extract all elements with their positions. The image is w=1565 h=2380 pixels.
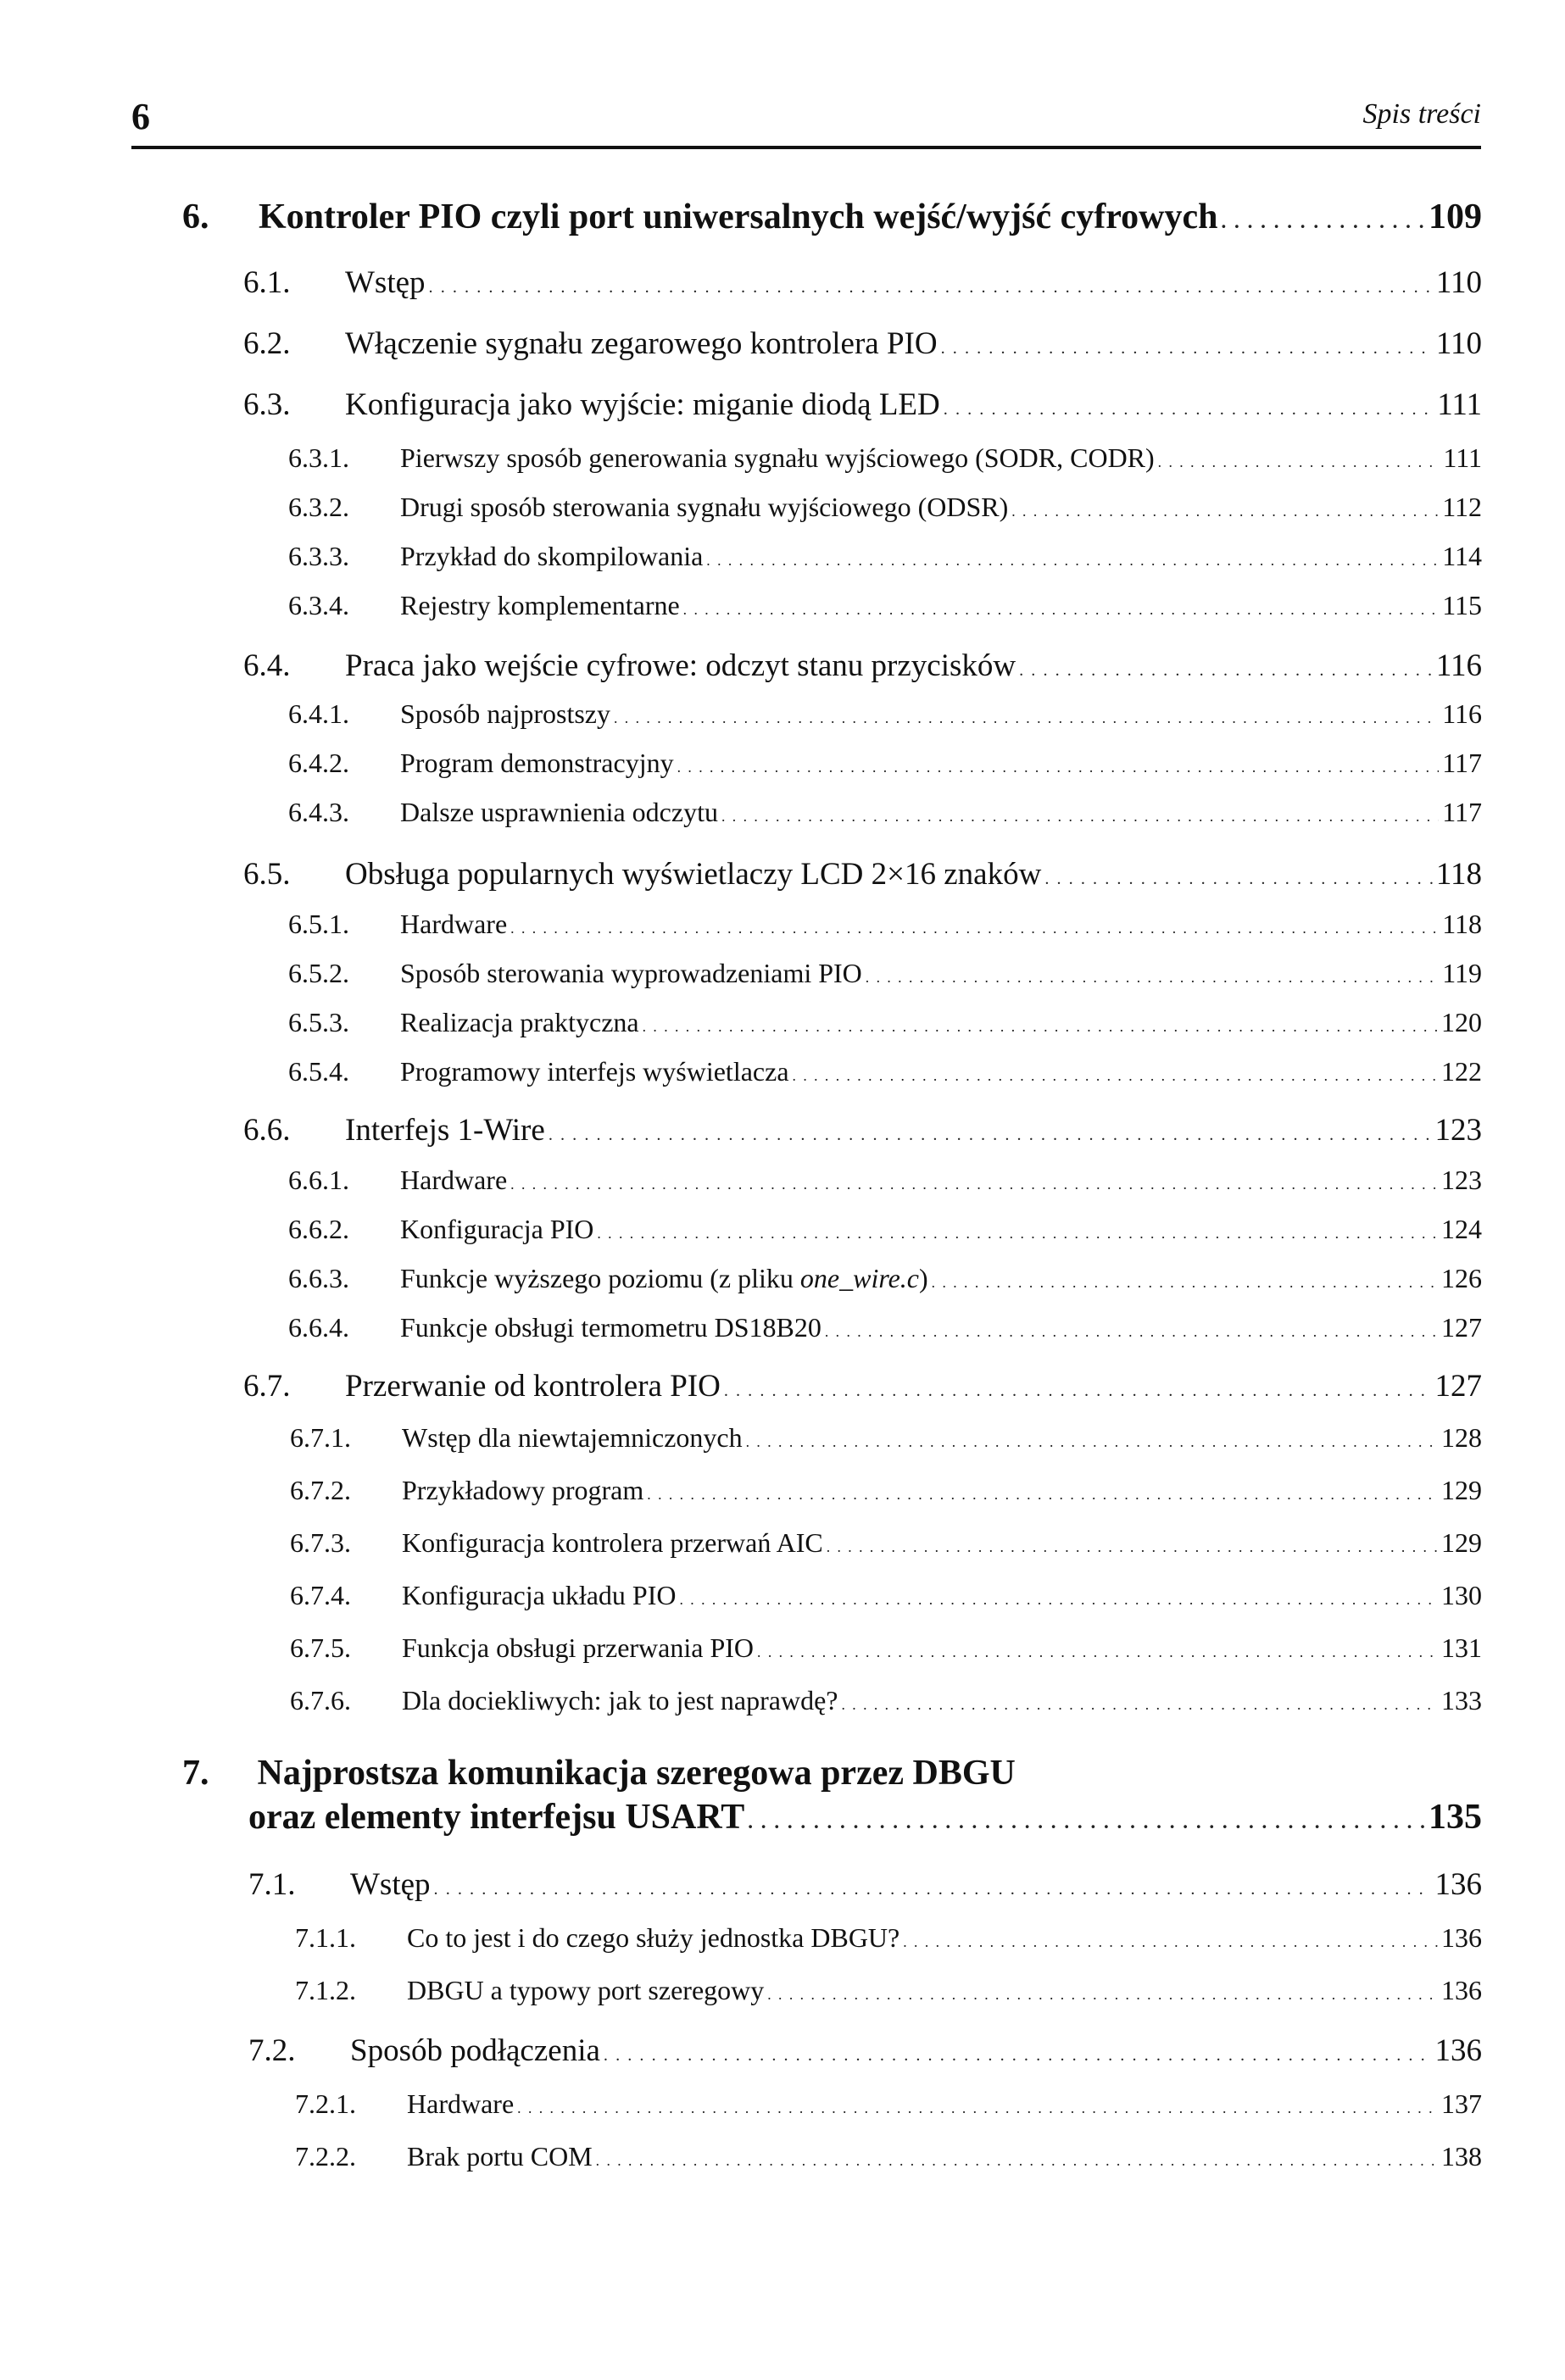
entry-page: 136 [1434, 2033, 1482, 2068]
entry-page: 130 [1441, 1580, 1482, 1610]
toc-entry[interactable] [288, 1263, 1482, 1294]
toc-entry[interactable] [288, 958, 1482, 989]
entry-page: 128 [1441, 1422, 1482, 1453]
entry-number: 6.4.3. [288, 797, 349, 827]
entry-title: Programowy interfejs wyświetlacza [400, 1056, 789, 1087]
toc-entry[interactable] [295, 1975, 1482, 2006]
entry-page: 114 [1442, 541, 1482, 571]
entry-number: 7. [182, 1754, 209, 1793]
entry-number: 6.6. [243, 1113, 291, 1148]
entry-title-continuation: oraz elementy interfejsu USART [248, 1798, 745, 1837]
entry-number: 6. [182, 197, 209, 236]
entry-number: 7.2.2. [295, 2141, 356, 2171]
entry-title: Dla dociekliwych: jak to jest naprawdę? [402, 1685, 838, 1715]
toc-entry[interactable] [243, 1368, 1482, 1404]
toc-entry[interactable] [295, 2088, 1482, 2120]
toc-entry[interactable] [288, 492, 1482, 523]
toc-entry[interactable] [288, 541, 1482, 572]
entry-title: Rejestry komplementarne [400, 590, 680, 620]
entry-page: 138 [1441, 2141, 1482, 2171]
entry-page: 118 [1435, 857, 1482, 892]
dot-leader [866, 969, 1439, 987]
dot-leader [510, 920, 1439, 937]
entry-title [400, 1263, 928, 1294]
dot-leader [1044, 870, 1433, 889]
entry-page: 127 [1441, 1312, 1482, 1343]
toc-entry[interactable] [243, 264, 1482, 301]
toc-entry[interactable] [290, 1632, 1482, 1664]
entry-number: 6.6.2. [288, 1214, 349, 1244]
dot-leader [757, 1643, 1438, 1661]
dot-leader [647, 1486, 1438, 1504]
entry-page: 120 [1441, 1007, 1482, 1037]
page-number: 6 [131, 96, 150, 137]
toc-entry[interactable] [290, 1580, 1482, 1611]
entry-title: Wstęp dla niewtajemniczonych [402, 1422, 743, 1453]
toc-entry[interactable] [290, 1685, 1482, 1716]
entry-number: 6.7.4. [290, 1580, 351, 1610]
entry-number: 6.5.3. [288, 1007, 349, 1037]
entry-number: 6.6.3. [288, 1263, 349, 1293]
entry-title: Przykładowy program [402, 1475, 644, 1505]
entry-page: 129 [1441, 1475, 1482, 1505]
dot-leader [721, 808, 1439, 826]
entry-page: 116 [1442, 698, 1482, 729]
entry-title-suffix: ) [919, 1263, 928, 1293]
entry-title: DBGU a typowy port szeregowy [407, 1975, 765, 2005]
entry-title: Drugi sposób sterowania sygnału wyjściowego (ODSR) [400, 492, 1009, 522]
entry-number: 6.3.1. [288, 442, 349, 473]
toc-entry[interactable] [288, 1056, 1482, 1087]
toc-entry[interactable] [288, 748, 1482, 779]
entry-number: 6.4.1. [288, 698, 349, 729]
entry-page: 127 [1434, 1369, 1482, 1404]
entry-number: 6.4.2. [288, 748, 349, 778]
entry-title-filename: one_wire.c [799, 1263, 919, 1293]
dot-leader [677, 759, 1440, 776]
toc-entry[interactable] [243, 386, 1482, 423]
entry-title: Funkcje obsługi termometru DS18B20 [400, 1312, 821, 1343]
running-title: Spis treści [1362, 98, 1481, 130]
entry-number: 6.3.2. [288, 492, 349, 522]
entry-title: Konfiguracja PIO [400, 1214, 594, 1244]
entry-page: 136 [1441, 1975, 1482, 2005]
toc-entry[interactable] [288, 442, 1482, 474]
entry-number: 6.7.1. [290, 1422, 351, 1453]
entry-title: Sposób najprostszy [400, 698, 610, 729]
entry-title: Brak portu COM [407, 2141, 593, 2171]
entry-page: 109 [1429, 197, 1482, 236]
entry-number: 7.1.1. [295, 1922, 356, 1953]
dot-leader [932, 1274, 1438, 1292]
entry-title: Konfiguracja kontrolera przerwań AIC [402, 1527, 823, 1558]
entry-number: 6.7.2. [290, 1475, 351, 1505]
entry-number: 7.2.1. [295, 2088, 356, 2119]
toc-entry[interactable] [243, 325, 1482, 362]
toc-entry[interactable] [243, 856, 1482, 892]
entry-title: Wstęp [345, 265, 426, 300]
entry-number: 6.3. [243, 387, 291, 422]
dot-leader [597, 1225, 1438, 1243]
toc-entry[interactable] [288, 909, 1482, 940]
dot-leader [724, 1382, 1432, 1401]
toc-entry[interactable] [290, 1475, 1482, 1506]
entry-title: Hardware [400, 909, 508, 939]
dot-leader [1222, 210, 1426, 233]
toc-entry[interactable] [248, 1866, 1482, 1903]
entry-page: 117 [1442, 748, 1482, 778]
toc-entry[interactable] [248, 2032, 1482, 2069]
entry-page: 111 [1443, 442, 1482, 473]
dot-leader [825, 1323, 1438, 1341]
entry-number: 6.4. [243, 648, 291, 683]
entry-page: 135 [1429, 1798, 1482, 1837]
entry-number: 6.5.2. [288, 958, 349, 988]
toc-entry[interactable] [288, 590, 1482, 621]
toc-entry[interactable] [288, 1165, 1482, 1196]
entry-number: 7.1. [248, 1867, 296, 1902]
entry-title: Konfiguracja układu PIO [402, 1580, 677, 1610]
entry-title: Obsługa popularnych wyświetlaczy LCD 2×16 znaków [345, 857, 1042, 892]
entry-page: 110 [1435, 326, 1482, 361]
entry-number: 6.3.3. [288, 541, 349, 571]
entry-title: Dalsze usprawnienia odczytu [400, 797, 718, 827]
entry-number: 7.2. [248, 2033, 296, 2068]
entry-number: 6.6.4. [288, 1312, 349, 1343]
entry-title: Przykład do skompilowania [400, 541, 704, 571]
dot-leader [827, 1538, 1438, 1556]
entry-page: 123 [1434, 1113, 1482, 1148]
entry-page: 126 [1441, 1263, 1482, 1293]
toc-chapter-6[interactable] [182, 197, 1482, 237]
entry-title: Realizacja praktyczna [400, 1007, 639, 1037]
entry-title: Co to jest i do czego służy jednostka DBGU? [407, 1922, 900, 1953]
entry-title: Hardware [400, 1165, 508, 1195]
entry-title: Najprostsza komunikacja szeregowa przez DBGU [257, 1754, 1016, 1793]
dot-leader [706, 552, 1439, 570]
entry-title-prefix: Funkcje wyższego poziomu (z pliku [400, 1263, 800, 1293]
toc-entry[interactable] [288, 797, 1482, 828]
toc-entry[interactable] [288, 698, 1482, 730]
entry-page: 131 [1441, 1632, 1482, 1663]
entry-page: 110 [1435, 265, 1482, 300]
entry-title: Sposób sterowania wyprowadzeniami PIO [400, 958, 862, 988]
entry-page: 118 [1442, 909, 1482, 939]
entry-page: 111 [1437, 387, 1482, 422]
entry-number: 6.5.4. [288, 1056, 349, 1087]
dot-leader [944, 400, 1434, 420]
entry-number: 6.7.3. [290, 1527, 351, 1558]
entry-title: Program demonstracyjny [400, 748, 674, 778]
dot-leader [903, 1933, 1438, 1951]
entry-number: 6.6.1. [288, 1165, 349, 1195]
dot-leader [1019, 661, 1433, 681]
entry-number: 6.7.5. [290, 1632, 351, 1663]
entry-page: 124 [1441, 1214, 1482, 1244]
dot-leader [746, 1433, 1438, 1451]
entry-title: Funkcja obsługi przerwania PIO [402, 1632, 755, 1663]
toc-entry[interactable] [288, 1007, 1482, 1038]
dot-leader [767, 1986, 1438, 2004]
entry-page: 119 [1442, 958, 1482, 988]
entry-page: 115 [1442, 590, 1482, 620]
entry-page: 123 [1441, 1165, 1482, 1195]
dot-leader [748, 1810, 1425, 1833]
dot-leader [596, 2152, 1438, 2170]
entry-number: 6.7. [243, 1369, 291, 1404]
entry-page: 133 [1441, 1685, 1482, 1715]
toc-entry[interactable] [288, 1312, 1482, 1343]
toc-entry[interactable] [243, 648, 1482, 684]
dot-leader [679, 1591, 1438, 1609]
entry-title: Kontroler PIO czyli port uniwersalnych wejść/wyjść cyfrowych [259, 197, 1218, 236]
dot-leader [793, 1067, 1438, 1085]
dot-leader [683, 601, 1440, 619]
toc-chapter-7-line2[interactable] [248, 1797, 1482, 1838]
entry-page: 112 [1442, 492, 1482, 522]
toc-entry[interactable] [243, 1112, 1482, 1148]
entry-number: 7.1.2. [295, 1975, 356, 2005]
dot-leader [429, 278, 1433, 298]
entry-page: 116 [1435, 648, 1482, 683]
dot-leader [941, 339, 1433, 359]
entry-page: 136 [1441, 1922, 1482, 1953]
dot-leader [1158, 453, 1440, 471]
entry-number: 6.5.1. [288, 909, 349, 939]
entry-title: Konfiguracja jako wyjście: miganie diodą LED [345, 387, 940, 422]
dot-leader [517, 2099, 1438, 2117]
entry-number: 6.3.4. [288, 590, 349, 620]
entry-title: Wstęp [350, 1867, 431, 1902]
entry-number: 6.2. [243, 326, 291, 361]
dot-leader [614, 709, 1439, 727]
toc-entry[interactable] [288, 1214, 1482, 1245]
entry-page: 117 [1442, 797, 1482, 827]
dot-leader [841, 1696, 1438, 1714]
entry-title: Sposób podłączenia [350, 2033, 600, 2068]
dot-leader [549, 1126, 1432, 1145]
toc-entry[interactable] [295, 2141, 1482, 2172]
toc-entry[interactable] [290, 1422, 1482, 1454]
entry-page: 129 [1441, 1527, 1482, 1558]
toc-entry[interactable] [295, 1922, 1482, 1954]
entry-page: 137 [1441, 2088, 1482, 2119]
entry-title: Pierwszy sposób generowania sygnału wyjściowego (SODR, CODR) [400, 442, 1155, 473]
dot-leader [510, 1176, 1438, 1193]
dot-leader [604, 2046, 1432, 2066]
dot-leader [643, 1018, 1438, 1036]
entry-number: 6.1. [243, 265, 291, 300]
dot-leader [1011, 503, 1439, 520]
toc-chapter-7-line1[interactable] [182, 1753, 1016, 1793]
dot-leader [434, 1880, 1432, 1899]
entry-title: Przerwanie od kontrolera PIO [345, 1369, 721, 1404]
entry-page: 136 [1434, 1867, 1482, 1902]
entry-title: Interfejs 1-Wire [345, 1113, 545, 1148]
entry-number: 6.5. [243, 857, 291, 892]
entry-title: Włączenie sygnału zegarowego kontrolera PIO [345, 326, 938, 361]
toc-entry[interactable] [290, 1527, 1482, 1559]
entry-title: Praca jako wejście cyfrowe: odczyt stanu przycisków [345, 648, 1016, 683]
entry-number: 6.7.6. [290, 1685, 351, 1715]
entry-page: 122 [1441, 1056, 1482, 1087]
entry-title: Hardware [407, 2088, 515, 2119]
